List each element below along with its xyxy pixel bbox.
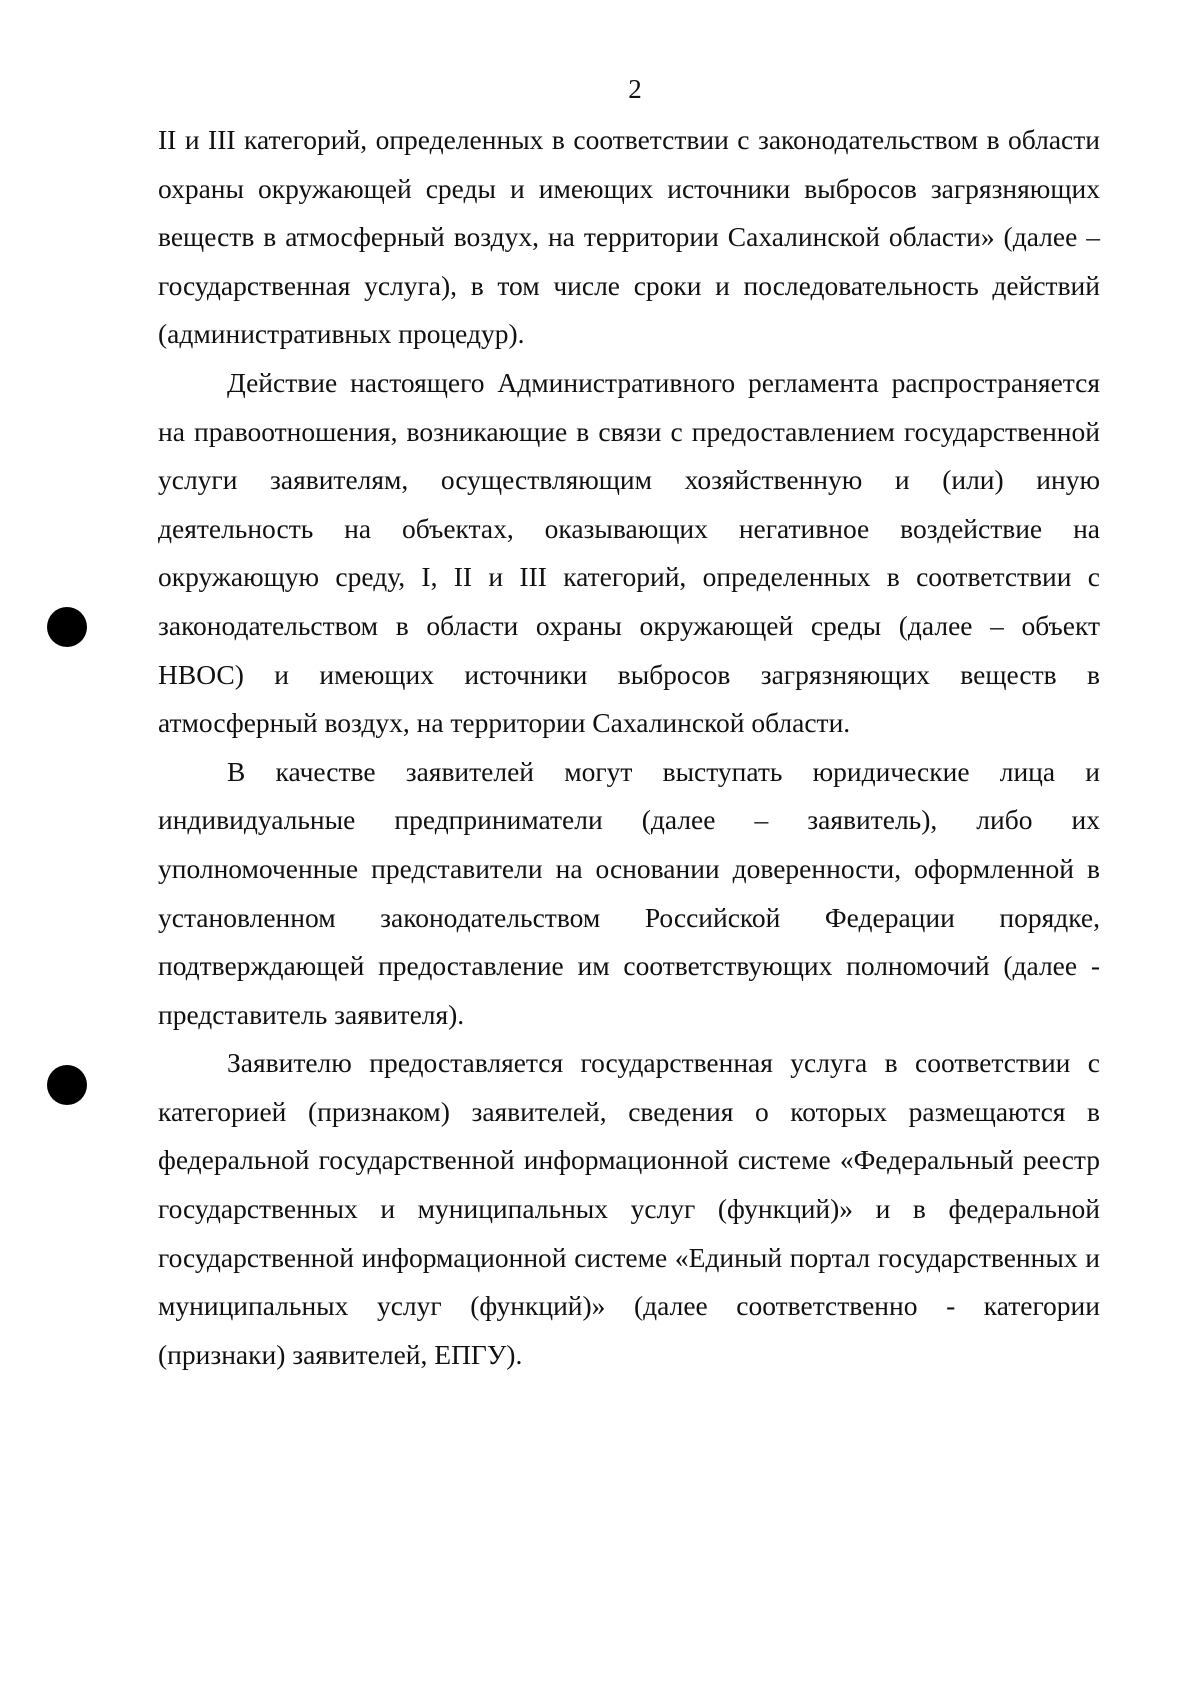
document-body xyxy=(158,116,1100,1379)
punch-hole-mark xyxy=(47,1065,87,1105)
paragraph-applicant-category: Заявителю предоставляется государственная услуга в соответствии с категорией (признаком) заявителей, сведения о которых размещаются в федеральной государственной информационной системе «Федеральный реестр государственных и муниципальных услуг (функций)» и в федеральной государственной информационной системе «Единый портал государственных и муниципальных услуг (функций)» (далее соответственно - категории (признаки) заявителей, ЕПГУ). xyxy=(158,1047,1100,1370)
page-number: 2 xyxy=(628,74,642,104)
punch-hole-mark xyxy=(47,607,87,647)
paragraph-applicants: В качестве заявителей могут выступать юридические лица и индивидуальные предприниматели (далее – заявитель), либо их уполномоченные представители на основании доверенности, оформленной в установленном законодательством Российской Федерации порядке, подтверждающей предоставление им соответствующих полномочий (далее - представитель заявителя). xyxy=(158,755,1100,1030)
paragraph-scope: Действие настоящего Административного регламента распространяется на правоотношения, возникающие в связи с предоставлением государственной услуги заявителям, осуществляющим хозяйственную и (или) иную деятельность на объектах, оказывающих негативное воздействие на окружающую среду, I, II и III категорий, определенных в соответствии с законодательством в области охраны окружающей среды (далее – объект НВОС) и имеющих источники выбросов загрязняющих веществ в атмосферный воздух, на территории Сахалинской области. xyxy=(158,366,1100,739)
paragraph-continuation: II и III категорий, определенных в соответствии с законодательством в области охраны окружающей среды и имеющих источники выбросов загрязняющих веществ в атмосферный воздух, на территории Сахалинской области» (далее – государственная услуга), в том числе сроки и последовательность действий (административных процедур). xyxy=(158,124,1100,350)
